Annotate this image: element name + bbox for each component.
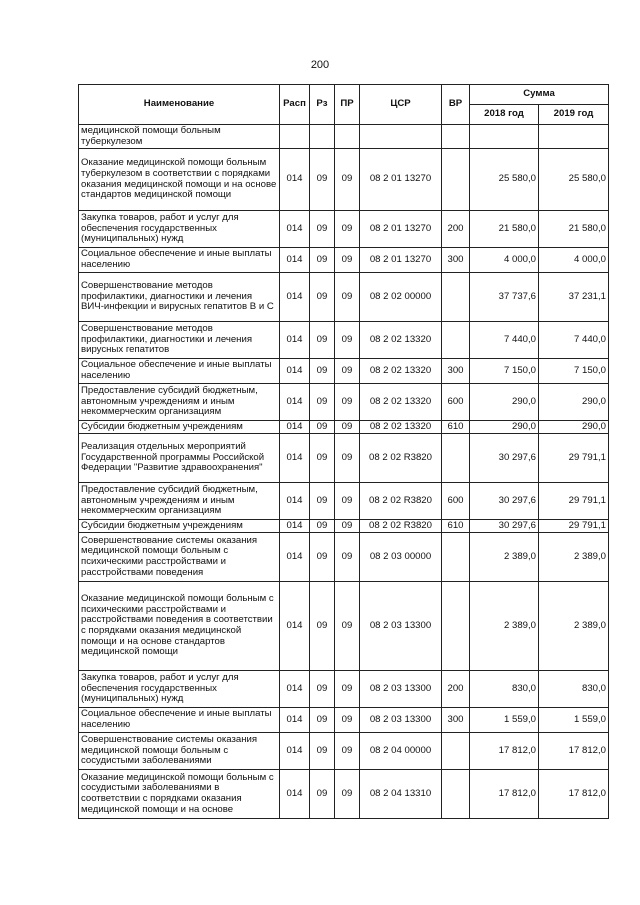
row-sum-2019: 29 791,1 (539, 434, 609, 483)
row-sum-2019: 290,0 (539, 384, 609, 421)
row-sum-2018: 17 812,0 (470, 770, 539, 819)
row-rz: 09 (310, 733, 335, 770)
row-name: Субсидии бюджетным учреждениям (79, 421, 280, 434)
row-sum-2018: 4 000,0 (470, 248, 539, 273)
row-vr (442, 533, 470, 582)
row-rasp: 014 (280, 421, 310, 434)
row-vr (442, 770, 470, 819)
row-name: медицинской помощи больным туберкулезом (79, 125, 280, 149)
table-row (79, 582, 609, 671)
row-vr: 610 (442, 520, 470, 533)
page-number: 200 (310, 59, 330, 71)
row-vr: 600 (442, 483, 470, 520)
row-csr: 08 2 01 13270 (360, 248, 442, 273)
row-rasp: 014 (280, 434, 310, 483)
row-csr: 08 2 02 13320 (360, 384, 442, 421)
row-csr: 08 2 02 13320 (360, 421, 442, 434)
row-csr: 08 2 02 00000 (360, 273, 442, 322)
row-name: Оказание медицинской помощи больным с сосудистыми заболеваниями в соответствии с порядками оказания медицинской помощи и на основе (79, 770, 280, 819)
table-row (79, 421, 609, 434)
row-sum-2019: 4 000,0 (539, 248, 609, 273)
row-vr (442, 434, 470, 483)
row-csr: 08 2 03 13300 (360, 708, 442, 733)
row-rz: 09 (310, 533, 335, 582)
row-csr: 08 2 04 13310 (360, 770, 442, 819)
row-name: Реализация отдельных мероприятий Государственной программы Российской Федерации "Развитие здравоохранения" (79, 434, 280, 483)
row-rasp: 014 (280, 483, 310, 520)
row-sum-2018: 830,0 (470, 671, 539, 708)
row-sum-2019: 37 231,1 (539, 273, 609, 322)
row-rasp: 014 (280, 533, 310, 582)
table-row (79, 533, 609, 582)
row-pr: 09 (335, 520, 360, 533)
row-sum-2018: 290,0 (470, 421, 539, 434)
row-pr: 09 (335, 708, 360, 733)
table-row (79, 384, 609, 421)
row-sum-2019: 830,0 (539, 671, 609, 708)
table-body (79, 125, 609, 819)
row-name: Предоставление субсидий бюджетным, автономным учреждениям и иным некоммерческим организациям (79, 384, 280, 421)
row-csr (360, 125, 442, 149)
row-vr (442, 322, 470, 359)
row-pr: 09 (335, 533, 360, 582)
table-row (79, 125, 609, 149)
row-pr: 09 (335, 421, 360, 434)
row-sum-2018: 17 812,0 (470, 733, 539, 770)
row-vr (442, 582, 470, 671)
row-csr: 08 2 02 R3820 (360, 520, 442, 533)
row-sum-2019: 7 440,0 (539, 322, 609, 359)
row-pr: 09 (335, 211, 360, 248)
row-rz: 09 (310, 322, 335, 359)
row-sum-2018: 21 580,0 (470, 211, 539, 248)
row-pr: 09 (335, 322, 360, 359)
header-2018: 2018 год (470, 105, 539, 125)
row-name: Совершенствование системы оказания медицинской помощи больным с сосудистыми заболеваниями (79, 733, 280, 770)
table-row (79, 770, 609, 819)
table-row (79, 520, 609, 533)
row-name: Закупка товаров, работ и услуг для обеспечения государственных (муниципальных) нужд (79, 211, 280, 248)
row-pr (335, 125, 360, 149)
row-rz (310, 125, 335, 149)
row-sum-2019: 2 389,0 (539, 533, 609, 582)
row-csr: 08 2 03 13300 (360, 582, 442, 671)
row-sum-2019: 29 791,1 (539, 520, 609, 533)
table-row (79, 671, 609, 708)
row-rasp: 014 (280, 248, 310, 273)
row-rz: 09 (310, 248, 335, 273)
row-sum-2019: 25 580,0 (539, 149, 609, 211)
row-rz: 09 (310, 149, 335, 211)
row-name: Оказание медицинской помощи больным с психическими расстройствами и расстройствами поведения в соответствии с порядками оказания медицинской помощи и на основе стандартов медицинской помощи (79, 582, 280, 671)
row-sum-2018 (470, 125, 539, 149)
row-sum-2018: 30 297,6 (470, 520, 539, 533)
row-sum-2018: 290,0 (470, 384, 539, 421)
row-vr (442, 125, 470, 149)
row-name: Оказание медицинской помощи больным туберкулезом в соответствии с порядками оказания медицинской помощи и на основе стандартов медицинской помощи (79, 149, 280, 211)
row-sum-2018: 30 297,6 (470, 483, 539, 520)
row-rasp (280, 125, 310, 149)
row-sum-2019: 21 580,0 (539, 211, 609, 248)
row-name: Социальное обеспечение и иные выплаты населению (79, 248, 280, 273)
row-name: Закупка товаров, работ и услуг для обеспечения государственных (муниципальных) нужд (79, 671, 280, 708)
row-name: Социальное обеспечение и иные выплаты населению (79, 708, 280, 733)
row-pr: 09 (335, 770, 360, 819)
row-sum-2019 (539, 125, 609, 149)
header-pr: ПР (335, 85, 360, 125)
header-csr: ЦСР (360, 85, 442, 125)
row-pr: 09 (335, 671, 360, 708)
row-rz: 09 (310, 671, 335, 708)
row-name: Субсидии бюджетным учреждениям (79, 520, 280, 533)
row-rasp: 014 (280, 733, 310, 770)
row-rz: 09 (310, 483, 335, 520)
row-rasp: 014 (280, 322, 310, 359)
row-sum-2018: 2 389,0 (470, 582, 539, 671)
row-rasp: 014 (280, 708, 310, 733)
row-rasp: 014 (280, 770, 310, 819)
row-vr: 300 (442, 708, 470, 733)
row-sum-2018: 25 580,0 (470, 149, 539, 211)
row-csr: 08 2 02 13320 (360, 322, 442, 359)
row-sum-2018: 2 389,0 (470, 533, 539, 582)
row-pr: 09 (335, 359, 360, 384)
row-rasp: 014 (280, 149, 310, 211)
header-rasp: Расп (280, 85, 310, 125)
row-pr: 09 (335, 733, 360, 770)
row-csr: 08 2 01 13270 (360, 211, 442, 248)
row-pr: 09 (335, 483, 360, 520)
row-vr: 610 (442, 421, 470, 434)
row-pr: 09 (335, 248, 360, 273)
row-rasp: 014 (280, 520, 310, 533)
row-vr (442, 273, 470, 322)
row-rz: 09 (310, 359, 335, 384)
row-csr: 08 2 02 R3820 (360, 483, 442, 520)
table-row (79, 434, 609, 483)
row-rz: 09 (310, 520, 335, 533)
row-sum-2018: 30 297,6 (470, 434, 539, 483)
table-row (79, 322, 609, 359)
row-vr: 200 (442, 671, 470, 708)
table-row (79, 149, 609, 211)
row-sum-2018: 7 150,0 (470, 359, 539, 384)
row-rz: 09 (310, 421, 335, 434)
row-rz: 09 (310, 434, 335, 483)
row-rz: 09 (310, 273, 335, 322)
row-rasp: 014 (280, 211, 310, 248)
row-rasp: 014 (280, 671, 310, 708)
table-row (79, 211, 609, 248)
row-sum-2018: 37 737,6 (470, 273, 539, 322)
row-csr: 08 2 01 13270 (360, 149, 442, 211)
row-pr: 09 (335, 149, 360, 211)
row-vr: 600 (442, 384, 470, 421)
row-csr: 08 2 02 R3820 (360, 434, 442, 483)
row-sum-2019: 17 812,0 (539, 770, 609, 819)
row-csr: 08 2 02 13320 (360, 359, 442, 384)
header-vr: ВР (442, 85, 470, 125)
row-pr: 09 (335, 434, 360, 483)
row-sum-2019: 1 559,0 (539, 708, 609, 733)
row-sum-2019: 29 791,1 (539, 483, 609, 520)
row-csr: 08 2 03 00000 (360, 533, 442, 582)
row-pr: 09 (335, 384, 360, 421)
header-2019: 2019 год (539, 105, 609, 125)
row-sum-2019: 7 150,0 (539, 359, 609, 384)
table-row (79, 248, 609, 273)
row-sum-2018: 7 440,0 (470, 322, 539, 359)
row-sum-2019: 2 389,0 (539, 582, 609, 671)
row-name: Социальное обеспечение и иные выплаты населению (79, 359, 280, 384)
budget-table (78, 84, 609, 819)
header-rz: Рз (310, 85, 335, 125)
row-csr: 08 2 03 13300 (360, 671, 442, 708)
row-rz: 09 (310, 708, 335, 733)
row-rasp: 014 (280, 582, 310, 671)
table-row (79, 273, 609, 322)
row-rasp: 014 (280, 273, 310, 322)
row-rasp: 014 (280, 359, 310, 384)
row-vr (442, 149, 470, 211)
header-sum: Сумма (470, 85, 609, 105)
row-name: Совершенствование системы оказания медицинской помощи больным с психическими расстройствами и расстройствами поведения (79, 533, 280, 582)
table-row (79, 483, 609, 520)
row-rz: 09 (310, 384, 335, 421)
row-vr: 300 (442, 248, 470, 273)
table-row (79, 708, 609, 733)
table-row (79, 359, 609, 384)
row-vr (442, 733, 470, 770)
row-rz: 09 (310, 582, 335, 671)
row-name: Предоставление субсидий бюджетным, автономным учреждениям и иным некоммерческим организациям (79, 483, 280, 520)
row-rz: 09 (310, 770, 335, 819)
row-sum-2019: 17 812,0 (539, 733, 609, 770)
row-pr: 09 (335, 582, 360, 671)
row-rasp: 014 (280, 384, 310, 421)
row-sum-2018: 1 559,0 (470, 708, 539, 733)
row-name: Совершенствование методов профилактики, диагностики и лечения вирусных гепатитов (79, 322, 280, 359)
row-vr: 300 (442, 359, 470, 384)
row-rz: 09 (310, 211, 335, 248)
row-vr: 200 (442, 211, 470, 248)
row-pr: 09 (335, 273, 360, 322)
row-csr: 08 2 04 00000 (360, 733, 442, 770)
row-sum-2019: 290,0 (539, 421, 609, 434)
table-row (79, 733, 609, 770)
row-name: Совершенствование методов профилактики, диагностики и лечения ВИЧ-инфекции и вирусных гепатитов В и С (79, 273, 280, 322)
header-name: Наименование (79, 85, 280, 125)
